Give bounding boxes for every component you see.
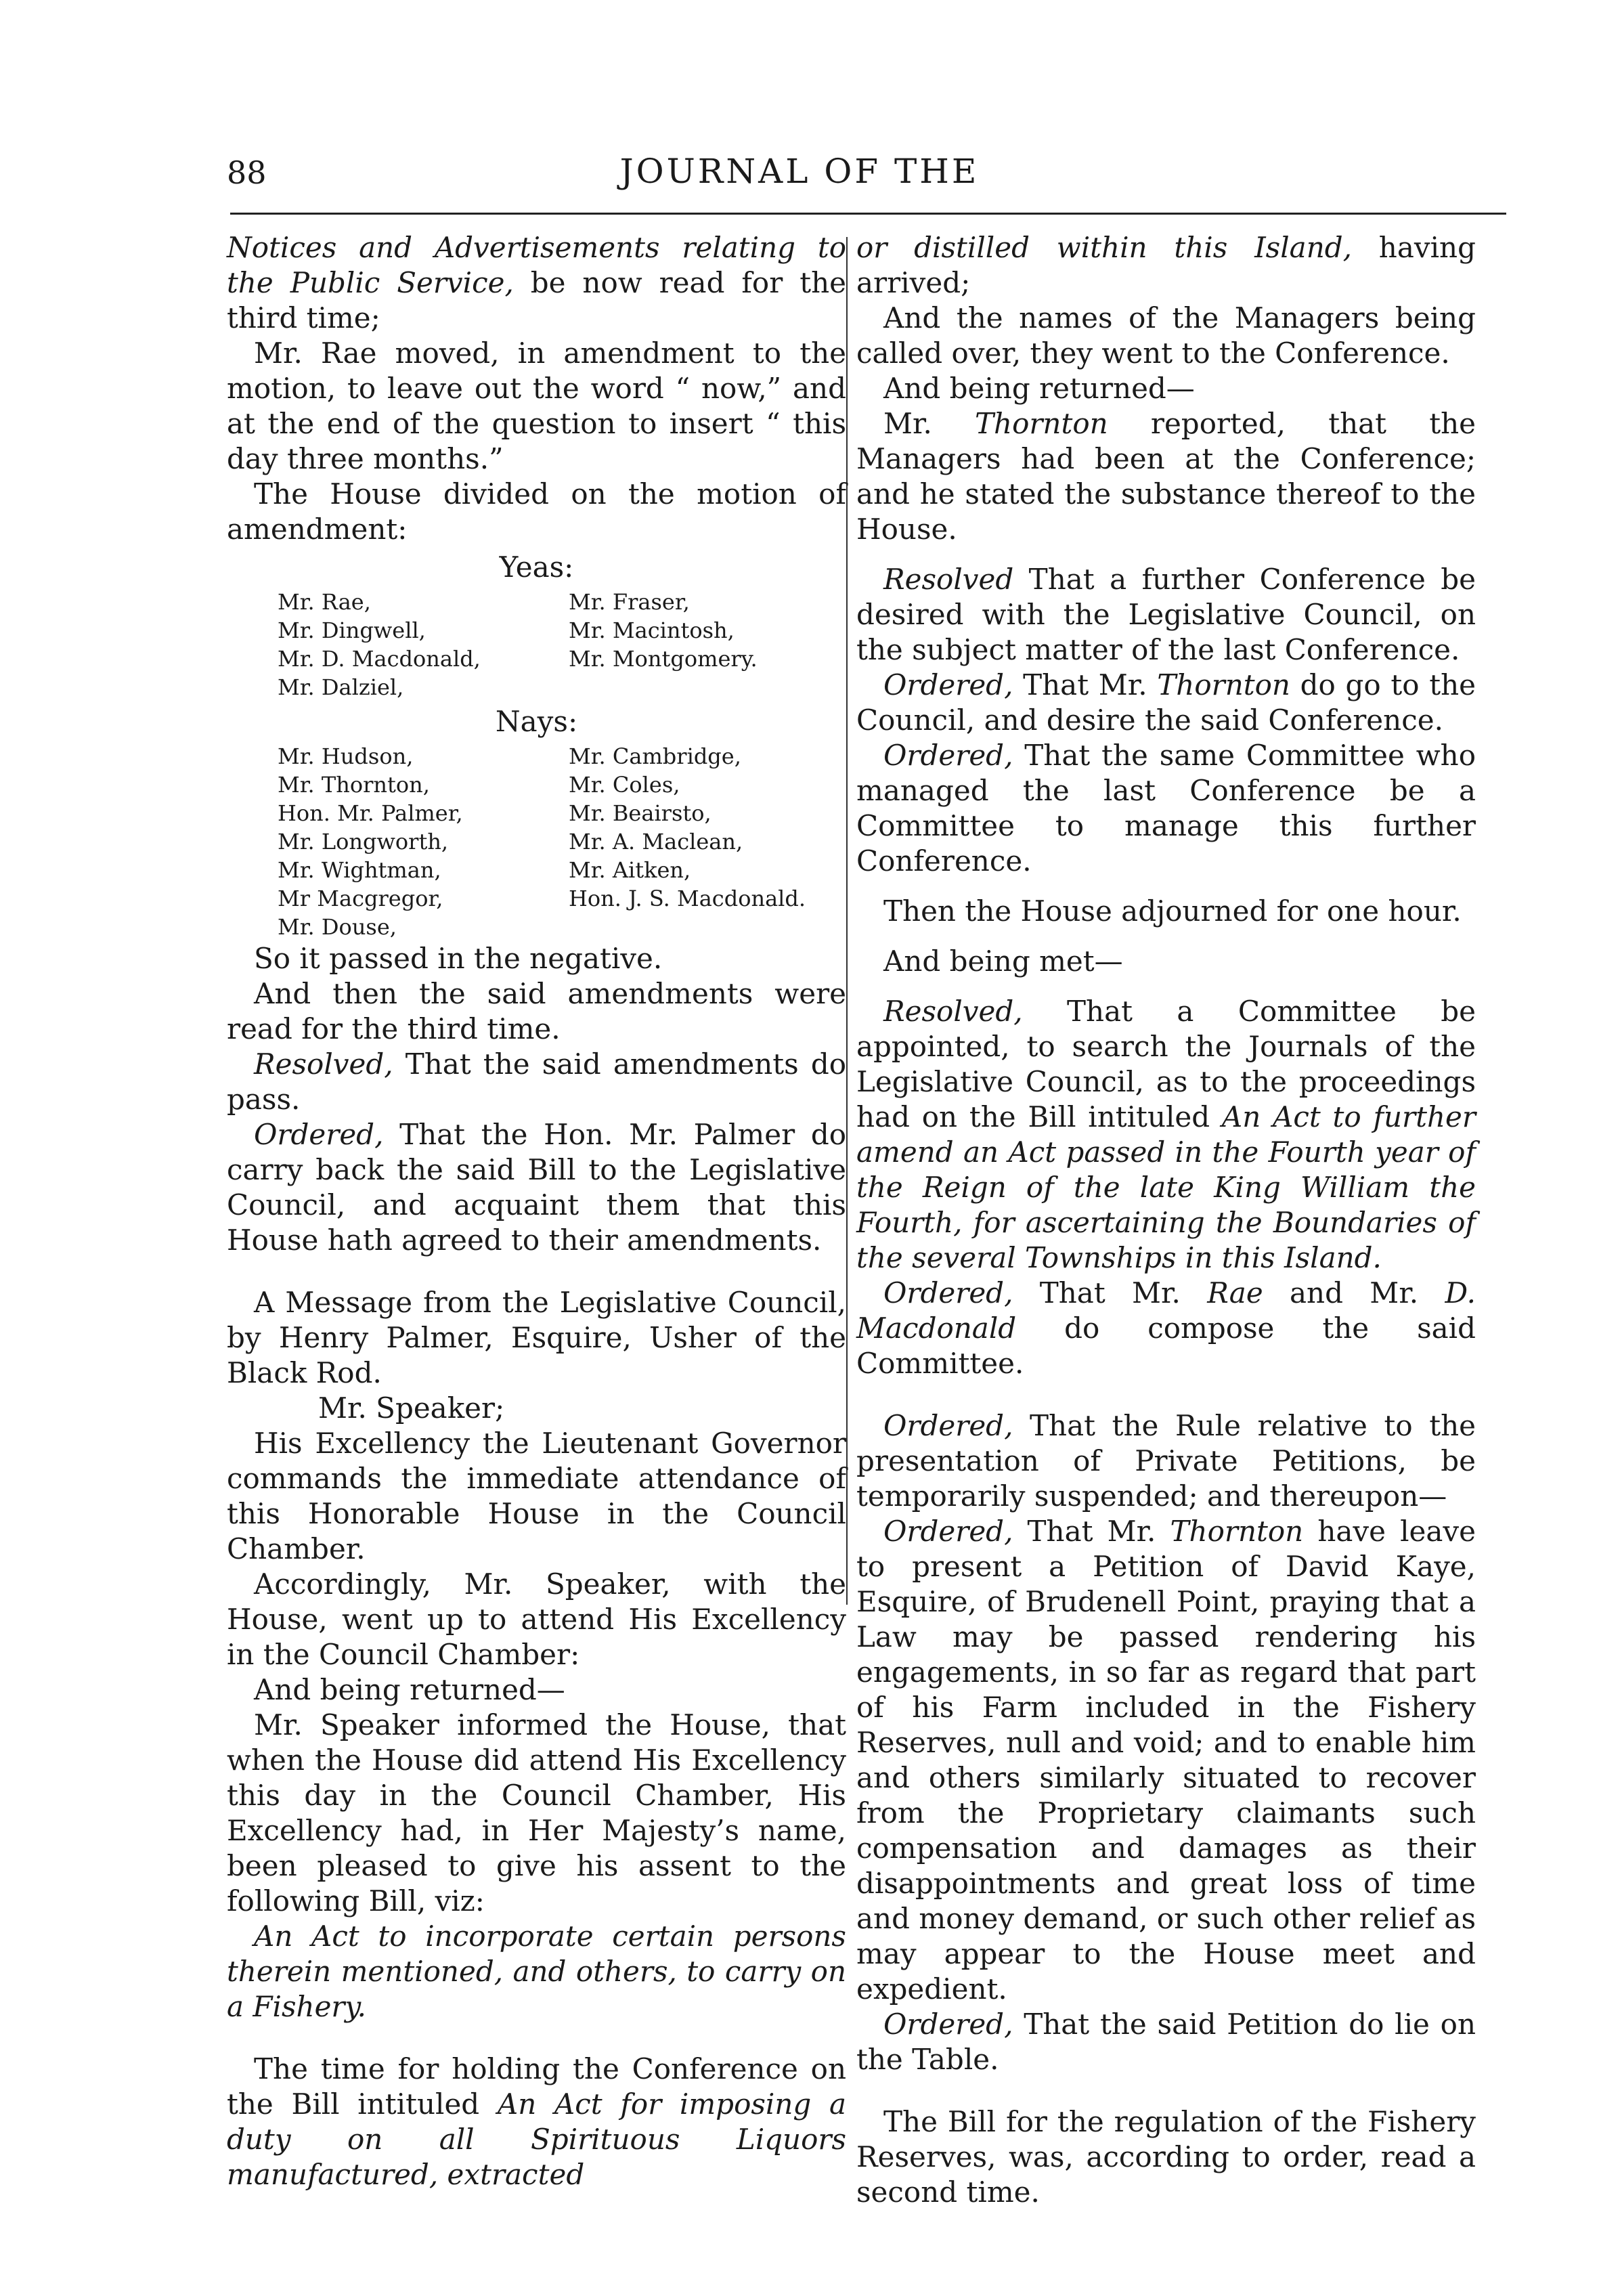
list-item: Mr. Fraser, — [569, 589, 690, 615]
list-item: Mr. Rae, — [278, 589, 371, 615]
paragraph: His Excellency the Lieutenant Governor commands the immediate attendance of this Honorable House in the Council Chamber. — [227, 1427, 846, 1565]
paragraph: So it passed in the negative. — [254, 942, 663, 975]
paragraph: Mr. Rae moved, in amendment to the motion, to leave out the word “ now,” and at the end of the question to insert “ this day three months.” — [227, 337, 846, 475]
paragraph: Ordered, That Mr. Thornton have leave to present a Petition of David Kaye, Esquire, of Brudenell Point, praying that a Law may be passed rendering his engagements, in so far as regard that part of his Farm included in the Fishery Reserves, null and void; and to enable him and others similarly situated to recover from the Proprietary claimants such compensation and damages as their disappointments and great loss of time and money demand, or such other relief as may appear to the House meet and expedient. — [856, 1515, 1476, 2006]
paragraph: The time for holding the Conference on the Bill intituled An Act for imposing a duty on all Spirituous Liquors manufactured, extracted — [227, 2052, 846, 2191]
list-item: Mr. Thornton, — [278, 772, 430, 798]
list-item — [569, 913, 860, 941]
paragraph: And then the said amendments were read for the third time. — [227, 977, 846, 1045]
paragraph: Mr. Speaker informed the House, that when the House did attend His Excellency this day in the Council Chamber, His Excellency had, in Her Majesty’s name, been pleased to give his assent to the following Bill, viz: — [227, 1708, 846, 1918]
paragraph: A Message from the Legislative Council, by Henry Palmer, Esquire, Usher of the Black Rod. — [227, 1286, 846, 1389]
list-item: Hon. Mr. Palmer, — [278, 800, 463, 826]
left-column — [227, 230, 846, 2192]
list-item: Mr. Dalziel, — [278, 674, 404, 700]
paragraph: And being met— — [883, 945, 1123, 978]
paragraph: or distilled within this Island, having arrived; — [856, 231, 1476, 299]
paragraph: Notices and Advertisements relating to the Public Service, be now read for the third time; — [227, 231, 846, 334]
list-item: Mr. Beairsto, — [569, 800, 711, 826]
paragraph: Resolved, That a Committee be appointed, to search the Journals of the Legislative Council, as to the proceedings had on the Bill intituled An Act to further amend an Act passed in the Fourth year of the Reign of the late King William the Fourth, for ascertaining the Boundaries of the several Townships in this Island. — [856, 995, 1476, 1274]
running-title: JOURNAL OF THE — [619, 152, 980, 191]
list-item: Mr. Longworth, — [278, 829, 449, 854]
list-item: Mr. Wightman, — [278, 857, 441, 883]
list-item: Mr. Cambridge, — [569, 743, 741, 769]
paragraph: Ordered, That Mr. Rae and Mr. D. Macdonald do compose the said Committee. — [856, 1276, 1476, 1380]
paragraph: Ordered, That the said Petition do lie on the Table. — [856, 2008, 1476, 2076]
right-column — [856, 230, 1476, 2210]
salutation: Mr. Speaker; — [318, 1391, 505, 1425]
page-number: 88 — [227, 154, 267, 191]
header-rule — [230, 213, 1506, 215]
paragraph: Ordered, That the Rule relative to the presentation of Private Petitions, be temporarily suspended; and thereupon— — [856, 1409, 1476, 1513]
list-item — [569, 673, 860, 701]
list-item: Mr. Dingwell, — [278, 618, 426, 643]
paragraph: Ordered, That the same Committee who managed the last Conference be a Committee to manage this further Conference. — [856, 739, 1476, 878]
paragraph: Ordered, That Mr. Thornton do go to the Council, and desire the said Conference. — [856, 668, 1476, 737]
paragraph: Accordingly, Mr. Speaker, with the House, went up to attend His Excellency in the Council Chamber: — [227, 1567, 846, 1671]
list-item: Mr. Aitken, — [569, 857, 691, 883]
list-item: Mr. A. Maclean, — [569, 829, 743, 854]
list-item: Mr. Douse, — [278, 914, 397, 940]
list-item: Mr. Coles, — [569, 772, 680, 798]
paragraph: The Bill for the regulation of the Fishery Reserves, was, according to order, read a second time. — [856, 2105, 1476, 2209]
list-item: Mr. D. Macdonald, — [278, 646, 481, 672]
yeas-list — [227, 588, 846, 701]
yeas-heading: Yeas: — [499, 550, 574, 584]
paragraph: Resolved, That the said amendments do pass. — [227, 1047, 846, 1116]
list-item: Mr. Montgomery. — [569, 646, 758, 672]
paragraph: The House divided on the motion of amendment: — [227, 477, 846, 546]
paragraph: And the names of the Managers being called over, they went to the Conference. — [856, 301, 1476, 370]
paragraph: Mr. Thornton reported, that the Managers had been at the Conference; and he stated the substance thereof to the House. — [856, 407, 1476, 546]
list-item: Mr. Hudson, — [278, 743, 414, 769]
list-item: Mr Macgregor, — [278, 886, 443, 911]
paragraph: And being returned— — [254, 1673, 565, 1706]
paragraph: Then the House adjourned for one hour. — [883, 894, 1462, 928]
nays-heading: Nays: — [495, 705, 578, 738]
nays-list — [227, 742, 846, 941]
paragraph: Ordered, That the Hon. Mr. Palmer do carry back the said Bill to the Legislative Council, and acquaint them that this House hath agreed to their amendments. — [227, 1118, 846, 1257]
list-item: Hon. J. S. Macdonald. — [569, 886, 806, 911]
paragraph: An Act to incorporate certain persons therein mentioned, and others, to carry on a Fishery. — [227, 1920, 846, 2023]
list-item: Mr. Macintosh, — [569, 618, 735, 643]
paragraph: Resolved That a further Conference be desired with the Legislative Council, on the subject matter of the last Conference. — [856, 563, 1476, 666]
paragraph: And being returned— — [883, 372, 1195, 405]
